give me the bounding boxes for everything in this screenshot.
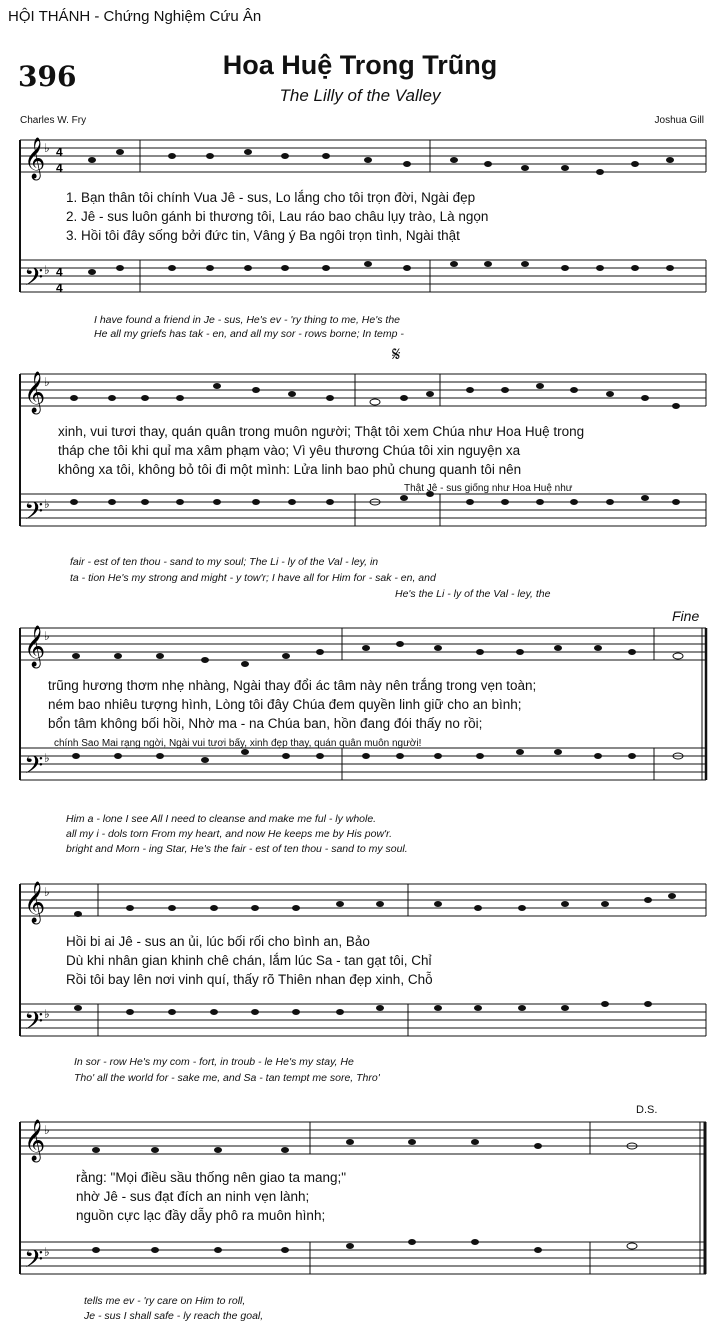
hymn-subtitle: The Lilly of the Valley xyxy=(279,86,441,105)
verse-2-line-system-4: Dù khi nhân gian khinh chê chán, lắm lúc Sa - tan gạt tôi, Chỉ xyxy=(66,953,432,968)
svg-text:𝄢: 𝄢 xyxy=(24,1007,44,1042)
english-line-2-system-5: Je - sus I shall safe - ly reach the goal, xyxy=(84,1310,264,1322)
ds-marker: D.S. xyxy=(636,1104,658,1116)
verse-1-line-system-2: xinh, vui tươi thay, quán quân trong muôn người; Thật tôi xem Chúa như Hoa Huệ trong xyxy=(58,424,585,439)
verse-3-line-system-3: bổn tâm không bối hồi, Nhờ ma - na Chúa ban, hồn đang đói thấy no rồi; xyxy=(48,716,483,731)
english-line-1-system-2: fair - est of ten thou - sand to my soul; The Li - ly of the Val - ley, in xyxy=(70,556,379,568)
segno-sign: 𝄋 xyxy=(392,344,401,366)
svg-text:4: 4 xyxy=(56,281,63,295)
english-line-1-system-4: In sor - row He's my com - fort, in troub - le He's my stay, He xyxy=(74,1056,354,1068)
svg-text:♭: ♭ xyxy=(44,751,50,765)
svg-text:♭: ♭ xyxy=(44,375,50,389)
english-line-2-system-4: Tho' all the world for - sake me, and Sa - tan tempt me sore, Thro' xyxy=(74,1072,380,1084)
svg-text:♭: ♭ xyxy=(44,885,50,899)
english-line-3-system-3: bright and Morn - ing Star, He's the fair - est of ten thou - sand to my soul. xyxy=(66,843,408,855)
verse-2-line-system-2: tháp che tôi khi quỉ ma xâm phạm vào; Vì yêu thương Chúa tôi xin nguyện xa xyxy=(58,443,521,458)
verse-3-line-system-4: Rồi tôi bay lên nơi vinh quí, thấy rõ Thiên nhan đẹp xinh, Chỗ xyxy=(66,972,433,987)
svg-text:4: 4 xyxy=(56,145,63,159)
svg-text:♭: ♭ xyxy=(44,497,50,511)
svg-text:𝄞: 𝄞 xyxy=(24,1120,46,1161)
english-line-1-system-3: Him a - lone I see All I need to cleanse and make me ful - ly whole. xyxy=(66,813,377,825)
english-line-2-system-3: all my i - dols torn From my heart, and now He keeps me by His pow'r. xyxy=(66,828,393,840)
verse-3-line-system-5: nguồn cực lạc đầy dẫy phô ra muôn hình; xyxy=(76,1208,326,1223)
svg-text:𝄞: 𝄞 xyxy=(24,138,46,179)
verse-2-line-system-1: 2. Jê - sus luôn gánh bi thương tôi, Lau ráo bao châu lụy trào, Là ngọn xyxy=(66,209,489,224)
hymnal-header: HỘI THÁNH - Chứng Nghiệm Cứu Ân xyxy=(8,8,262,25)
svg-text:4: 4 xyxy=(56,265,63,279)
verse-1-line-system-1: 1. Bạn thân tôi chính Vua Jê - sus, Lo lắng cho tôi trọn đời, Ngài đẹp xyxy=(66,190,476,205)
verse-1-line-system-4: Hồi bi ai Jê - sus an ủi, lúc bối rối cho bình an, Bảo xyxy=(66,934,370,949)
lyricist-credit: Charles W. Fry xyxy=(20,115,87,126)
alto-response-system-2: Thật Jê - sus giống như Hoa Huệ như xyxy=(404,483,573,494)
composer-credit: Joshua Gill xyxy=(654,115,704,126)
svg-text:𝄢: 𝄢 xyxy=(24,497,44,532)
svg-text:♭: ♭ xyxy=(44,1245,50,1259)
english-line-1-system-5: tells me ev - 'ry care on Him to roll, xyxy=(84,1295,246,1307)
svg-text:♭: ♭ xyxy=(44,1123,50,1137)
svg-text:𝄢: 𝄢 xyxy=(24,263,44,298)
svg-text:♭: ♭ xyxy=(44,629,50,643)
svg-text:𝄞: 𝄞 xyxy=(24,626,46,667)
hymn-title: Hoa Huệ Trong Trũng xyxy=(222,50,498,80)
svg-text:𝄞: 𝄞 xyxy=(24,882,46,923)
alto-response-system-3: chính Sao Mai rạng ngời, Ngài vui tươi bấy, xinh đẹp thay, quán quân muôn người! xyxy=(54,738,422,749)
svg-text:♭: ♭ xyxy=(44,141,50,155)
verse-1-line-system-3: trũng hương thơm nhẹ nhàng, Ngài thay đổi ác tâm này nên trắng trong vẹn toàn; xyxy=(48,678,537,693)
verse-1-line-system-5: rằng: "Mọi điều sầu thống nên giao ta mang;" xyxy=(76,1170,347,1185)
verse-3-line-system-1: 3. Hồi tôi đây sống bởi đức tin, Vâng ý Ba ngôi trọn tình, Ngài thật xyxy=(66,228,460,243)
english-line-2-system-2: ta - tion He's my strong and might - y tow'r; I have all for Him for - sak - en, and xyxy=(70,572,436,584)
verse-2-line-system-3: ném bao nhiêu tượng hình, Lòng tôi đây Chúa đem quyền linh giữ cho an bình; xyxy=(48,697,522,712)
english-line-3-system-2: He's the Li - ly of the Val - ley, the xyxy=(395,588,551,600)
english-line-1-system-1: I have found a friend in Je - sus, He's ev - 'ry thing to me, He's the xyxy=(94,314,400,326)
fine-marker: Fine xyxy=(672,608,700,624)
svg-text:♭: ♭ xyxy=(44,1007,50,1021)
svg-text:𝄞: 𝄞 xyxy=(24,372,46,413)
svg-text:𝄢: 𝄢 xyxy=(24,1245,44,1280)
svg-text:♭: ♭ xyxy=(44,263,50,277)
svg-text:4: 4 xyxy=(56,161,63,175)
english-line-2-system-1: He all my griefs has tak - en, and all my sor - rows borne; In temp - xyxy=(94,328,404,340)
svg-text:𝄢: 𝄢 xyxy=(24,751,44,786)
verse-3-line-system-2: không xa tôi, không bỏ tôi đi một mình: Lửa linh bao phủ chung quanh tôi nên xyxy=(58,462,522,477)
verse-2-line-system-5: nhờ Jê - sus đạt đích an ninh vẹn lành; xyxy=(76,1189,310,1204)
hymn-number: 396 xyxy=(18,60,77,93)
